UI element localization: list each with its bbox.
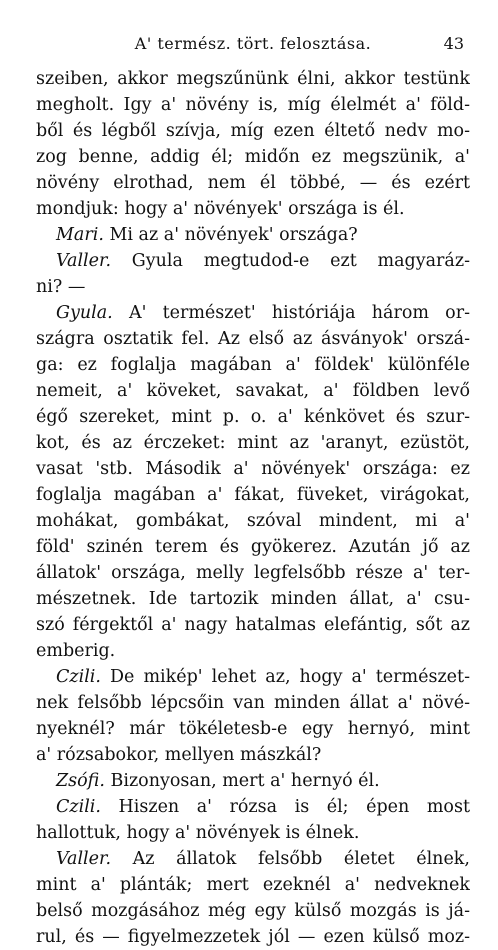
line-text: állatok' országa, melly legfelsőbb része a' ter- (36, 563, 470, 583)
line-text: Gyula megtudod-e ezt magyaráz- (131, 251, 470, 271)
line-text: nemeit, a' köveket, savakat, a' földben levő (36, 381, 470, 401)
text-line (36, 326, 470, 352)
line-text: mészetnek. Ide tartozik minden állat, a' csu- (36, 589, 470, 609)
line-text: foglalja magában a' fákat, füveket, virágokat, (36, 485, 470, 505)
line-text: rul, és — figyelmezzetek jól — ezen külső moz- (36, 927, 470, 947)
line-text: hallottuk, hogy a' növények is élnek. (36, 823, 360, 843)
text-line (36, 66, 470, 92)
text-line (36, 92, 470, 118)
text-line (36, 586, 470, 612)
text-line (36, 196, 470, 222)
line-text: nek felsőbb lépcsőin van minden állat a' növé- (36, 693, 470, 713)
text-line (36, 924, 470, 950)
text-line (36, 300, 470, 326)
text-line (36, 690, 470, 716)
text-line (36, 248, 470, 274)
text-line (36, 794, 470, 820)
text-line (36, 430, 470, 456)
text-line (36, 638, 470, 664)
text-line (36, 482, 470, 508)
line-text: vasat 'stb. Második a' növények' országa: ez (36, 459, 470, 479)
line-text: szágra osztatik fel. Az első az ásványok' orszá- (36, 329, 470, 349)
running-header (36, 34, 470, 56)
line-text: Mi az a' növények' országa? (109, 225, 358, 245)
line-text: a' rózsabokor, mellyen mászkál? (36, 745, 322, 765)
text-line (36, 846, 470, 872)
text-line (36, 820, 470, 846)
text-line (36, 742, 470, 768)
text-line (36, 872, 470, 898)
line-text: szó férgektől a' nagy hatalmas elefántig, sőt az (36, 615, 470, 635)
line-text: megholt. Igy a' növény is, míg élelmét a' föld- (36, 95, 470, 115)
line-text: Bizonyosan, mert a' hernyó él. (110, 771, 380, 791)
speaker-name: Czili. (56, 667, 101, 687)
text-line (36, 508, 470, 534)
text-line (36, 378, 470, 404)
line-text: Az állatok felsőbb életet élnek, (132, 849, 470, 869)
text-line (36, 222, 470, 248)
line-text: mohákat, gombákat, szóval mindent, mi a' (36, 511, 470, 531)
text-line (36, 456, 470, 482)
line-text: égő szereket, mint p. o. a' kénkövet és szur- (36, 407, 470, 427)
line-text: növény elrothad, nem él többé, — és ezért (36, 173, 470, 193)
speaker-name: Gyula. (56, 303, 113, 323)
text-line (36, 118, 470, 144)
line-text: emberig. (36, 641, 116, 661)
line-text: ni? — (36, 277, 86, 297)
text-line (36, 716, 470, 742)
text-line (36, 612, 470, 638)
line-text: A' természet' históriája három or- (128, 303, 470, 323)
line-text: De mikép' lehet az, hogy a' természet- (110, 667, 470, 687)
line-text: Hiszen a' rózsa is él; épen most (118, 797, 470, 817)
page-number: 43 (443, 34, 464, 53)
line-text: kot, és az érczeket: mint az 'aranyt, ezüstöt, (36, 433, 470, 453)
text-line (36, 352, 470, 378)
speaker-name: Czili. (56, 797, 101, 817)
page-body (36, 66, 470, 950)
speaker-name: Zsófi. (56, 771, 105, 791)
speaker-name: Valler. (56, 849, 112, 869)
line-text: zog benne, addig él; midőn ez megszünik, a' (36, 147, 470, 167)
text-line (36, 560, 470, 586)
line-text: mint a' plánták; mert ezeknél a' nedveknek (36, 875, 470, 895)
line-text: ga: ez foglalja magában a' földek' különféle (36, 355, 470, 375)
text-line (36, 768, 470, 794)
text-line (36, 170, 470, 196)
text-line (36, 144, 470, 170)
line-text: belső mozgásához még egy külső mozgás is já- (36, 901, 470, 921)
line-text: szeiben, akkor megszűnünk élni, akkor testünk (36, 69, 470, 89)
text-line (36, 274, 470, 300)
line-text: mondjuk: hogy a' növények' országa is él. (36, 199, 405, 219)
speaker-name: Mari. (56, 225, 104, 245)
text-line (36, 534, 470, 560)
running-title: A' termész. tört. felosztása. (134, 34, 372, 53)
line-text: nyeknél? már tökéletesb-e egy hernyó, mint (36, 719, 470, 739)
line-text: ből és légből szívja, míg ezen éltető nedv mo- (36, 121, 470, 141)
text-line (36, 898, 470, 924)
text-line (36, 404, 470, 430)
speaker-name: Valler. (56, 251, 112, 271)
line-text: föld' szinén terem és gyökerez. Azután jő az (36, 537, 470, 557)
text-line (36, 664, 470, 690)
